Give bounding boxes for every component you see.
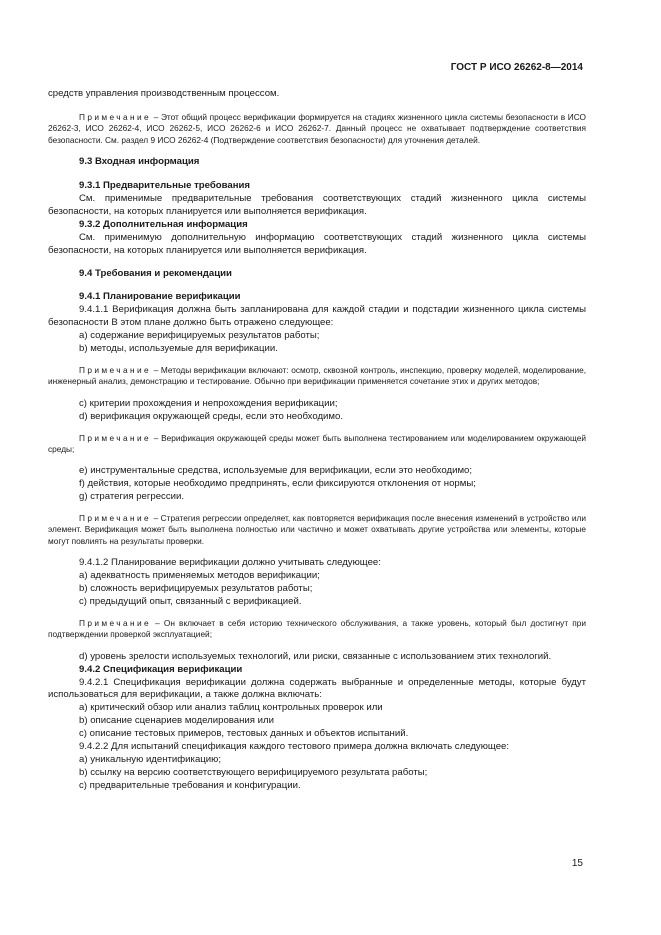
list-item: c) описание тестовых примеров, тестовых данных и объектов испытаний. bbox=[79, 728, 409, 740]
heading-9-4-1: 9.4.1 Планирование верификации bbox=[79, 291, 241, 303]
list-item: b) ссылку на версию соответствующего верифицируемого результата работы; bbox=[79, 766, 428, 778]
paragraph-continued: средств управления производственным процессом. bbox=[48, 88, 280, 99]
paragraph-9-4-2-2: 9.4.2.2 Для испытаний спецификация каждого тестового примера должна включать следующее: bbox=[79, 741, 510, 753]
note-4 bbox=[48, 513, 586, 547]
note-text: – Стратегия регрессии определяет, как повторяется верификация после внесения изменений в устройство или элемент. Верификация может быть выполнена полностью или частично и может охватывать другие устройства или элементы, которые могут повлиять на результаты проверки. bbox=[48, 513, 586, 546]
note-text: – Он включает в себя историю технического обслуживания, а также уровень, который был достигнут при подтверждении проверкой эксплуатацией; bbox=[48, 617, 586, 640]
list-item: c) предыдущий опыт, связанный с верификацией. bbox=[79, 596, 302, 607]
list-item: b) сложность верифицируемых результатов работы; bbox=[79, 583, 313, 595]
note-text: – Этот общий процесс верификации формируется на стадиях жизненного цикла системы безопасности в ИСО 26262-3, ИСО 26262-4, ИСО 26262-5, ИСО 26262-6 и ИСО 26262-7. Данный процесс не охватывает подтверждение соответствия безопасности. См. раздел 9 ИСО 26262-4 (Подтверждение соответствия безопасности) для уточнения деталей. bbox=[48, 111, 586, 145]
heading-9-3: 9.3 Входная информация bbox=[79, 156, 200, 168]
heading-9-3-2: 9.3.2 Дополнительная информация bbox=[79, 218, 248, 230]
note-5 bbox=[48, 618, 586, 641]
note-text: – Методы верификации включают: осмотр, сквозной контроль, инспекцию, проверку моделей, моделирование, инженерный анализ, демонстрацию и тестирование. Обычно при верификации применяется сочетание этих и других методов; bbox=[48, 364, 586, 387]
note-label: Примечание bbox=[79, 432, 152, 443]
list-item: c) предварительные требования и конфигурации. bbox=[79, 779, 301, 791]
paragraph-9-3-1: См. применимые предварительные требования соответствующих стадий жизненного цикла системы безопасности, на которых планируется или выполняется верификация. bbox=[48, 192, 586, 217]
page-content bbox=[48, 88, 586, 793]
note-3 bbox=[48, 433, 586, 456]
list-item: a) адекватность применяемых методов верификации; bbox=[79, 570, 320, 582]
list-item: b) методы, используемые для верификации. bbox=[79, 343, 278, 354]
note-label: Примечание bbox=[79, 111, 152, 122]
page-number: 15 bbox=[571, 858, 583, 869]
list-item: b) описание сценариев моделирования или bbox=[79, 715, 274, 727]
note-1 bbox=[48, 112, 586, 146]
list-item: e) инструментальные средства, используемые для верификации, если это необходимо; bbox=[79, 465, 473, 477]
list-item: d) верификация окружающей среды, если это необходимо. bbox=[79, 410, 344, 422]
paragraph-9-4-2-1: 9.4.2.1 Спецификация верификации должна содержать выбранные и определенные методы, которые будут использоваться для верификации, а также должна включать: bbox=[48, 676, 586, 701]
list-item: c) критерии прохождения и непрохождения верификации; bbox=[79, 397, 338, 409]
standard-header: ГОСТ Р ИСО 26262-8—2014 bbox=[450, 62, 583, 73]
list-item: a) уникальную идентификацию; bbox=[79, 753, 221, 765]
list-item: a) критический обзор или анализ таблиц контрольных проверок или bbox=[79, 702, 383, 714]
note-text: – Верификация окружающей среды может быть выполнена тестированием или моделированием окружающей среды; bbox=[48, 432, 586, 454]
heading-9-4-2: 9.4.2 Спецификация верификации bbox=[79, 663, 243, 675]
heading-9-4: 9.4 Требования и рекомендации bbox=[79, 268, 232, 280]
note-label: Примечание bbox=[79, 513, 152, 524]
note-2 bbox=[48, 365, 586, 388]
note-label: Примечание bbox=[79, 364, 152, 375]
list-item: g) стратегия регрессии. bbox=[79, 491, 185, 503]
paragraph-9-3-2: См. применимую дополнительную информацию соответствующих стадий жизненного цикла системы безопасности, на которых планируется или выполняется верификация. bbox=[48, 231, 586, 256]
list-item: f) действия, которые необходимо предпринять, если фиксируются отклонения от нормы; bbox=[79, 478, 476, 490]
paragraph-9-4-1-1: 9.4.1.1 Верификация должна быть запланирована для каждой стадии и подстадии жизненного цикла системы безопасности В этом плане должно быть отражено следующее: bbox=[48, 304, 586, 329]
heading-9-3-1: 9.3.1 Предварительные требования bbox=[79, 180, 251, 192]
note-label: Примечание bbox=[79, 617, 152, 628]
paragraph-9-4-1-2: 9.4.1.2 Планирование верификации должно учитывать следующее: bbox=[79, 557, 381, 569]
list-item: d) уровень зрелости используемых технологий, или риски, связанные с использованием этих технологий. bbox=[79, 650, 552, 662]
list-item: a) содержание верифицируемых результатов работы; bbox=[79, 330, 320, 342]
